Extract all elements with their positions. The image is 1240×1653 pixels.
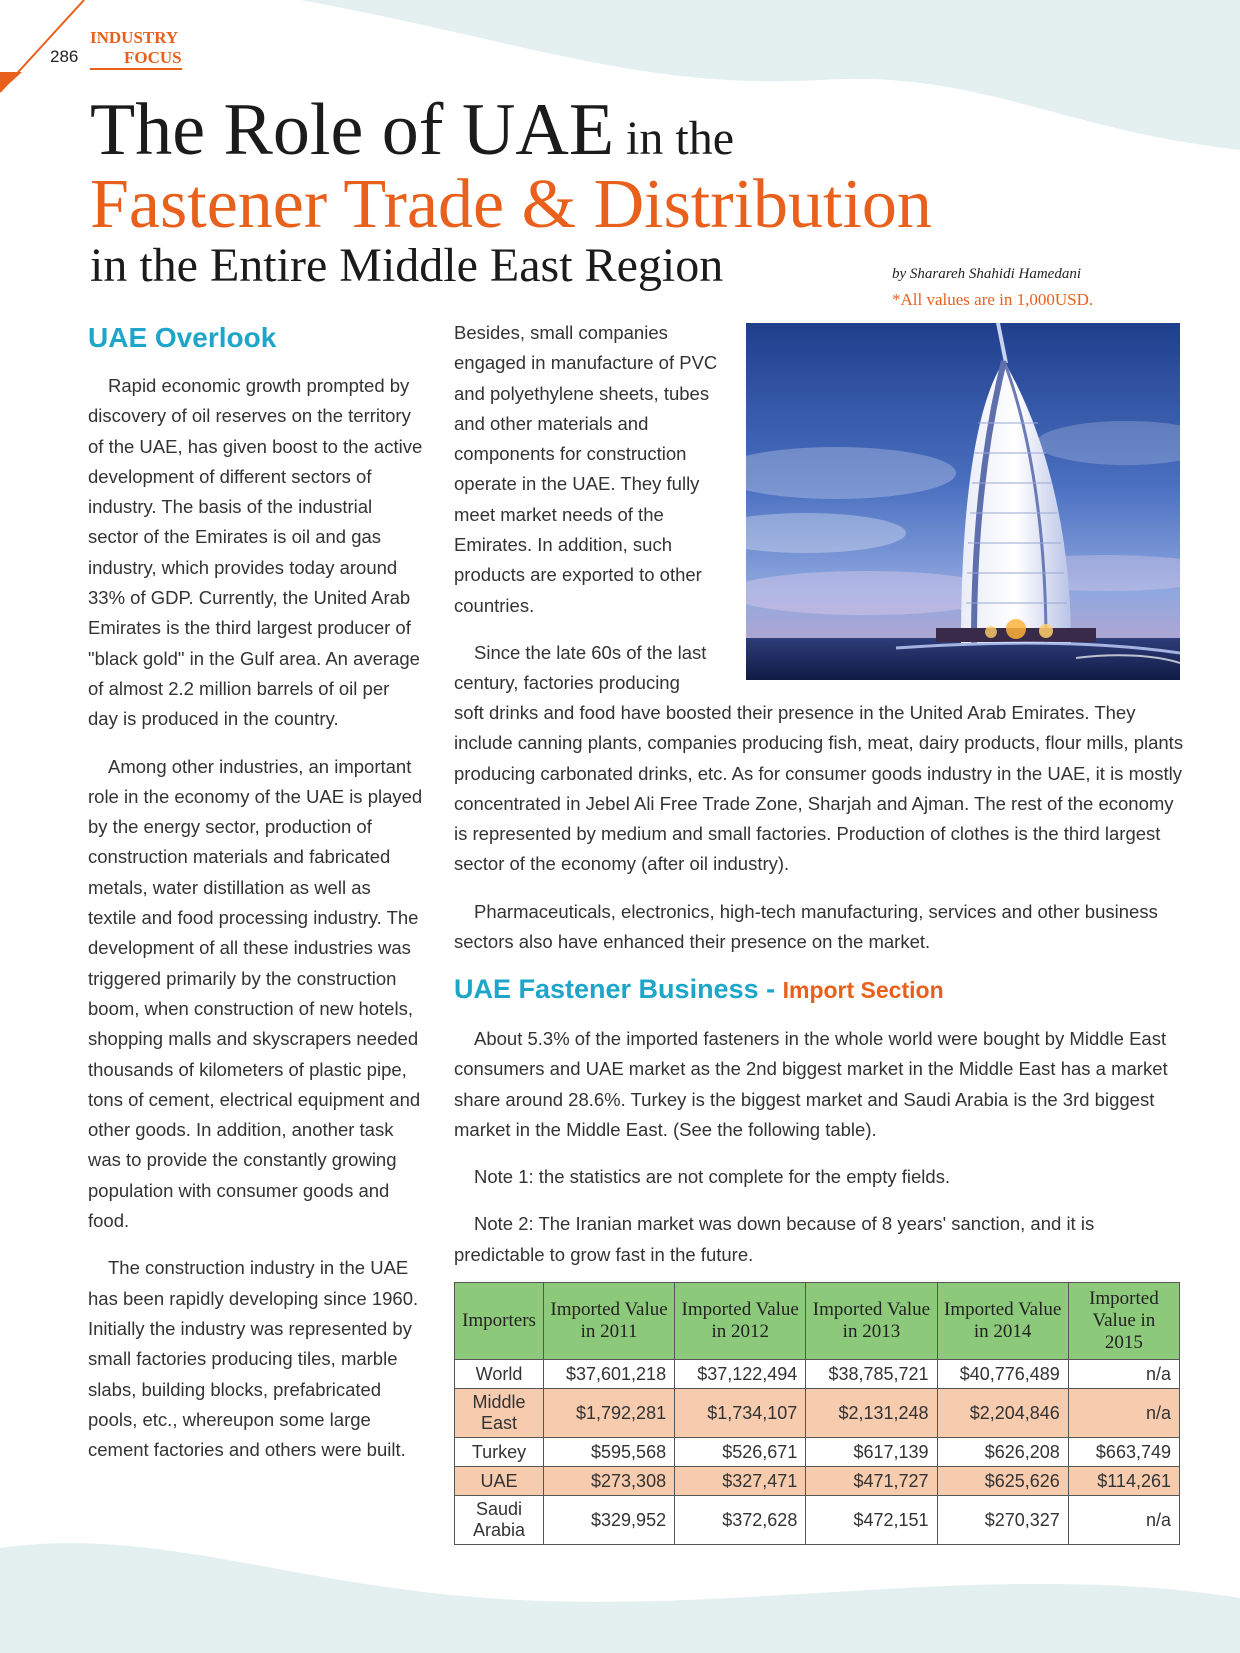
table-cell: $327,471 — [675, 1467, 806, 1496]
import-table — [454, 1282, 1180, 1545]
table-cell: $40,776,489 — [937, 1360, 1068, 1389]
table-cell: $625,626 — [937, 1467, 1068, 1496]
table-cell: $37,122,494 — [675, 1360, 806, 1389]
section-tag-line1: INDUSTRY — [90, 28, 179, 47]
table-header-row — [455, 1283, 1180, 1360]
table-header: Imported Value in 2014 — [937, 1283, 1068, 1360]
table-row — [455, 1467, 1180, 1496]
paragraph: The construction industry in the UAE has been rapidly developing since 1960. Initially the industry was represented by small factories producing tiles, marble slabs, building blocks, prefabricated pools, etc., whereupon some large cement factories and others were built. — [88, 1257, 419, 1461]
heading-fastener-main: UAE Fastener Business - — [454, 974, 783, 1004]
table-cell: $663,749 — [1068, 1438, 1179, 1467]
table-cell: $270,327 — [937, 1496, 1068, 1545]
heading-uae-overlook: UAE Overlook — [88, 322, 277, 353]
importer-name: Turkey — [455, 1438, 544, 1467]
heading-fastener-business — [454, 974, 944, 1005]
paragraph: Rapid economic growth prompted by discovery of oil reserves on the territory of the UAE, has given boost to the active development of different sectors of industry. The basis of the industrial sector of the Emirates is oil and gas industry, which provides today around 33% of GDP. Currently, the United Arab Emirates is the third largest producer of "black gold" in the Gulf area. An average of almost 2.2 million barrels of oil per day is produced in the country. — [88, 375, 423, 730]
table-cell: $329,952 — [544, 1496, 675, 1545]
table-cell: $37,601,218 — [544, 1360, 675, 1389]
table-cell: $114,261 — [1068, 1467, 1179, 1496]
author-byline: by Sharareh Shahidi Hamedani — [892, 266, 1082, 282]
paragraph: Pharmaceuticals, electronics, high-tech manufacturing, services and other business sectors also have enhanced their presence on the market. — [454, 900, 1158, 953]
section-tag — [90, 28, 182, 70]
section-tag-line2: FOCUS — [90, 48, 182, 70]
table-cell: n/a — [1068, 1360, 1179, 1389]
table-cell: $273,308 — [544, 1467, 675, 1496]
paragraph: About 5.3% of the imported fasteners in the whole world were bought by Middle East consumers and UAE market as the 2nd biggest market in the Middle East has a market share around 28.6%. Turkey is the biggest market and Saudi Arabia is the 3rd biggest market in the Middle East. (See the following table). — [454, 1028, 1168, 1140]
importer-name: UAE — [455, 1467, 544, 1496]
table-header: Imported Value in 2015 — [1068, 1283, 1179, 1360]
importer-name: Saudi Arabia — [455, 1496, 544, 1545]
column-right-middle — [454, 698, 1184, 974]
table-header: Importers — [455, 1283, 544, 1360]
table-cell: $2,204,846 — [937, 1389, 1068, 1438]
paragraph: Besides, small companies engaged in manufacture of PVC and polyethylene sheets, tubes and other materials and components for construction operate in the UAE. They fully meet market needs of the Emirates. In addition, such products are exported to other countries. — [454, 322, 718, 616]
table-cell: $2,131,248 — [806, 1389, 937, 1438]
title-line2: Fastener Trade & Distribution — [90, 166, 932, 243]
table-row — [455, 1438, 1180, 1467]
paragraph: soft drinks and food have boosted their presence in the United Arab Emirates. They include canning plants, companies producing fish, meat, dairy products, flour mills, plants producing carbonated drinks, etc. As for consumer goods industry in the UAE, it is mostly concentrated in Jebel Ali Free Trade Zone, Sharjah and Ajman. The rest of the economy is represented by medium and small factories. Production of clothes is the third largest sector of the economy (after oil industry). — [454, 702, 1184, 875]
table-header: Imported Value in 2011 — [544, 1283, 675, 1360]
column-right-top — [454, 318, 734, 716]
page-number: 286 — [50, 47, 79, 66]
table-row — [455, 1360, 1180, 1389]
table-cell: $626,208 — [937, 1438, 1068, 1467]
importer-name: World — [455, 1360, 544, 1389]
table-cell: $526,671 — [675, 1438, 806, 1467]
table-header: Imported Value in 2012 — [675, 1283, 806, 1360]
note-1: Note 1: the statistics are not complete for the empty fields. — [474, 1166, 951, 1188]
table-cell: $372,628 — [675, 1496, 806, 1545]
heading-fastener-sub: Import Section — [782, 977, 944, 1003]
column-left — [88, 371, 423, 1482]
table-cell: $471,727 — [806, 1467, 937, 1496]
title-line1-large: The Role of UAE — [90, 89, 615, 171]
title-line3: in the Entire Middle East Region — [90, 239, 724, 292]
table-cell: $617,139 — [806, 1438, 937, 1467]
table-cell: $595,568 — [544, 1438, 675, 1467]
burj-al-arab-photo — [746, 323, 1180, 680]
table-cell: $472,151 — [806, 1496, 937, 1545]
title-line1-small: in the — [614, 112, 735, 165]
paragraph: Since the late 60s of the last century, factories producing — [454, 641, 707, 694]
table-header: Imported Value in 2013 — [806, 1283, 937, 1360]
note-2: Note 2: The Iranian market was down because of 8 years' sanction, and it is predictable to grow fast in the future. — [454, 1213, 1095, 1265]
table-row — [455, 1389, 1180, 1438]
paragraph: Among other industries, an important role in the economy of the UAE is played by the energy sector, production of construction materials and fabricated metals, water distillation as well as textile and food processing industry. The development of all these industries was triggered primarily by the construction boom, when construction of new hotels, shopping malls and skyscrapers needed thousands of kilometers of plastic pipe, tons of cement, electrical equipment and other goods. In addition, another task was to provide the constantly growing population with consumer goods and food. — [88, 755, 423, 1232]
fastener-text — [454, 1024, 1184, 1287]
values-note: *All values are in 1,000USD. — [892, 290, 1094, 309]
table-row — [455, 1496, 1180, 1545]
table-cell: $1,734,107 — [675, 1389, 806, 1438]
table-cell: $1,792,281 — [544, 1389, 675, 1438]
importer-name: Middle East — [455, 1389, 544, 1438]
table-cell: n/a — [1068, 1496, 1179, 1545]
table-cell: $38,785,721 — [806, 1360, 937, 1389]
table-cell: n/a — [1068, 1389, 1179, 1438]
